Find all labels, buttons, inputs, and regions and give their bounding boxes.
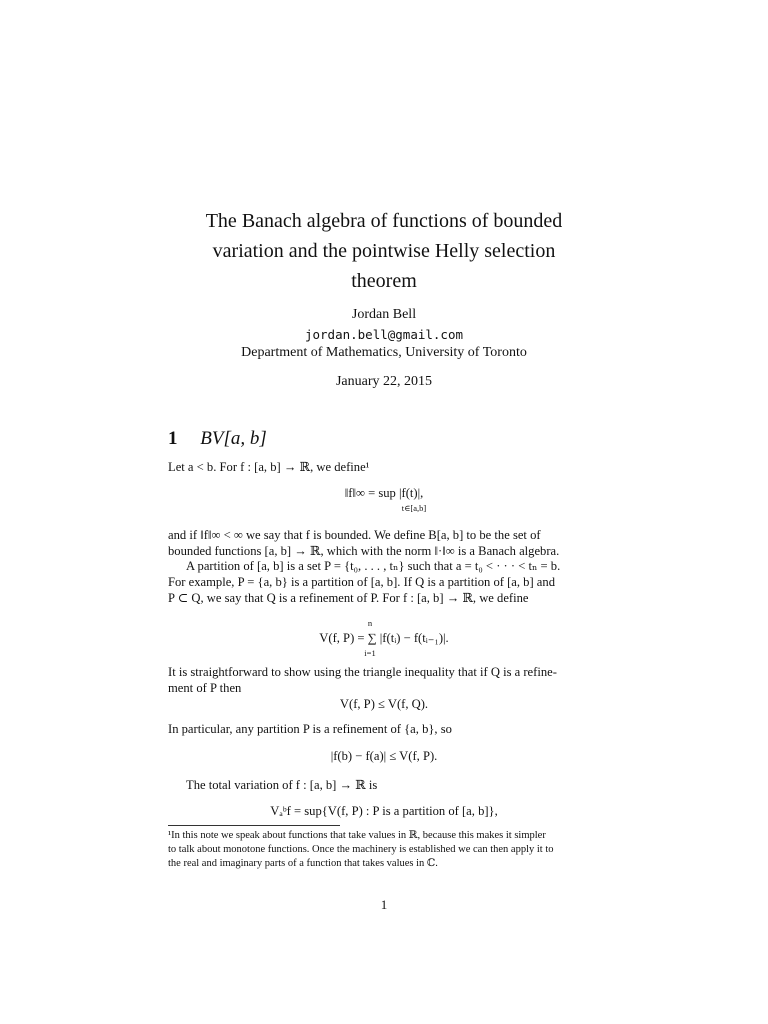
author-affiliation: Department of Mathematics, University of Toronto [241, 345, 527, 360]
body-line-8: ment of P then [168, 681, 242, 695]
equation-variation [168, 616, 600, 661]
equation-sup-norm-main: ‖f‖∞ = sup |f(t)|, [344, 486, 424, 500]
footnote-line-1: ¹In this note we speak about functions that take values in ℝ, because this makes it simpler [168, 830, 546, 841]
equation-variation-sub: i=1 [364, 648, 376, 658]
body-line-4: A partition of [a, b] is a set P = {t₀, . . . , tₙ} such that a = t₀ < · · · < tₙ = b. [186, 559, 561, 573]
section-title: BV[a, b] [200, 428, 267, 449]
title-line-1: The Banach algebra of functions of bounded [205, 210, 563, 232]
equation-sup-norm-sub: t∈[a,b] [401, 503, 427, 513]
equation-total-variation: Vₐᵇf = sup{V(f, P) : P is a partition of [a, b]}, [270, 804, 498, 818]
footnote-line-3: the real and imaginary parts of a function that takes values in ℂ. [168, 858, 438, 869]
footnote-line-2: to talk about monotone functions. Once the machinery is established we can then apply it to [168, 844, 554, 855]
equation-refinement: V(f, P) ≤ V(f, Q). [339, 697, 429, 711]
body-line-6: P ⊂ Q, we say that Q is a refinement of P. For f : [a, b] → ℝ, we define [168, 591, 529, 605]
body-line-2: and if ‖f‖∞ < ∞ we say that f is bounded. We define B[a, b] to be the set of [168, 528, 541, 542]
body-line-10: The total variation of f : [a, b] → ℝ is [186, 778, 378, 792]
title-line-3: theorem [351, 270, 417, 292]
paper-title [110, 206, 658, 296]
equation-sup-norm [168, 486, 600, 516]
page-number: 1 [380, 897, 388, 912]
author-name: Jordan Bell [351, 307, 417, 322]
body-line-7: It is straightforward to show using the triangle inequality that if Q is a refine- [168, 665, 557, 679]
equation-endpoint-bound: |f(b) − f(a)| ≤ V(f, P). [330, 749, 438, 763]
title-line-2: variation and the pointwise Helly selection [212, 240, 556, 262]
footnote-rule [168, 825, 340, 826]
body-line-3: bounded functions [a, b] → ℝ, which with the norm ‖·‖∞ is a Banach algebra. [168, 544, 560, 558]
body-line-1: Let a < b. For f : [a, b] → ℝ, we define¹ [168, 460, 370, 474]
equation-variation-top: n [367, 618, 373, 628]
author-email: jordan.bell@gmail.com [304, 327, 464, 342]
section-heading [168, 428, 267, 450]
body-line-9: In particular, any partition P is a refinement of {a, b}, so [168, 722, 452, 736]
paper-date: January 22, 2015 [335, 374, 433, 389]
body-line-5: For example, P = {a, b} is a partition of [a, b]. If Q is a partition of [a, b] and [168, 575, 555, 589]
equation-variation-main: V(f, P) = ∑ |f(tᵢ) − f(tᵢ₋₁)|. [319, 631, 449, 645]
section-number: 1 [168, 428, 178, 449]
